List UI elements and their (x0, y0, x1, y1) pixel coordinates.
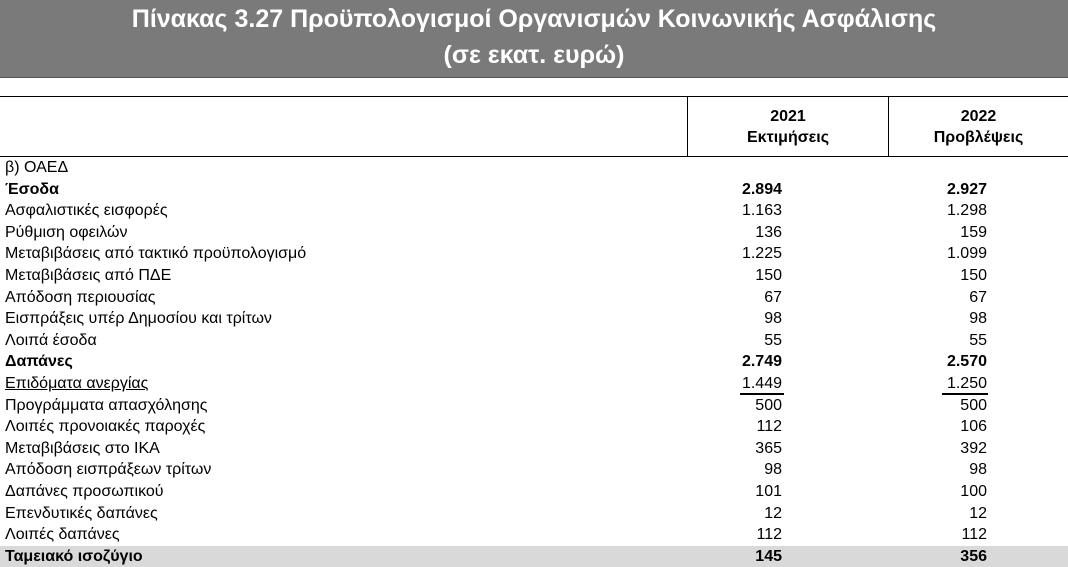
row-label: Λοιπά έσοδα (5, 331, 97, 349)
section-row (0, 157, 1068, 179)
value-2022: 12 (969, 504, 987, 522)
row-label: Απόδοση εισπράξεων τρίτων (5, 461, 212, 479)
value-2021: 145 (755, 547, 782, 565)
value-2022: 1.099 (946, 245, 987, 263)
table-row (0, 351, 1068, 373)
value-2021: 365 (755, 439, 782, 457)
value-2021: 55 (764, 331, 782, 349)
table-row (0, 524, 1068, 546)
table-body (0, 157, 1068, 567)
table-row (0, 308, 1068, 330)
table-row (0, 438, 1068, 460)
table-row (0, 416, 1068, 438)
table-subtitle-units: (σε εκατ. ευρώ) (443, 41, 625, 69)
table-row (0, 373, 1068, 395)
row-label: Λοιπές δαπάνες (5, 526, 120, 544)
value-2022: 356 (960, 547, 987, 565)
value-2022: 500 (960, 396, 987, 414)
section-label: β) ΟΑΕΔ (5, 159, 69, 176)
row-label: Εισπράξεις υπέρ Δημοσίου και τρίτων (5, 310, 272, 328)
row-label: Έσοδα (5, 180, 59, 198)
row-label: Ασφαλιστικές εισφορές (5, 202, 168, 220)
row-label: Μεταβιβάσεις από τακτικό προϋπολογισμό (5, 245, 307, 263)
column-label: Εκτιμήσεις (746, 129, 830, 146)
title-banner (0, 0, 1068, 78)
value-2021: 1.449 (741, 374, 782, 392)
value-2021: 136 (755, 223, 782, 241)
value-2022: 2.570 (946, 353, 987, 371)
row-label: Μεταβιβάσεις από ΠΔΕ (5, 266, 172, 284)
table-row (0, 330, 1068, 352)
value-2021: 67 (764, 288, 782, 306)
column-label: Προβλέψεις (933, 129, 1024, 146)
value-2022: 150 (960, 266, 987, 284)
row-label: Λοιπές προνοιακές παροχές (5, 418, 206, 436)
table-row (0, 395, 1068, 417)
column-header-2022 (889, 106, 1068, 148)
row-label: Μεταβιβάσεις στο ΙΚΑ (5, 439, 160, 457)
table-row (0, 481, 1068, 503)
table-row (0, 243, 1068, 265)
table-title: Πίνακας 3.27 Προϋπολογισμοί Οργανισμών Κοινωνικής Ασφάλισης (131, 5, 937, 33)
value-2021: 500 (755, 396, 782, 414)
value-2021: 101 (755, 482, 782, 500)
value-2022: 67 (969, 288, 987, 306)
row-label: Ταμειακό ισοζύγιο (5, 547, 143, 565)
column-year: 2021 (770, 108, 806, 125)
value-2021: 12 (764, 504, 782, 522)
value-2021: 98 (764, 461, 782, 479)
table-row (0, 546, 1068, 567)
value-2021: 112 (756, 526, 782, 544)
table-row (0, 222, 1068, 244)
value-2022: 392 (960, 439, 987, 457)
value-2022: 98 (969, 310, 987, 328)
table-row (0, 287, 1068, 309)
value-2022: 100 (960, 482, 987, 500)
column-header-2021 (688, 106, 888, 148)
value-2022: 55 (969, 331, 987, 349)
value-2021: 2.894 (741, 180, 782, 198)
budget-table (0, 96, 1068, 565)
value-2021: 112 (756, 418, 782, 436)
row-label: Απόδοση περιουσίας (5, 288, 156, 306)
value-2022: 1.298 (946, 202, 987, 220)
value-2022: 112 (961, 526, 987, 544)
value-2021: 1.225 (741, 245, 782, 263)
row-label: Ρύθμιση οφειλών (5, 223, 128, 241)
table-row (0, 459, 1068, 481)
value-2022: 159 (960, 223, 987, 241)
table-row (0, 503, 1068, 525)
column-year: 2022 (960, 108, 997, 125)
value-2022: 1.250 (946, 374, 987, 392)
value-2021: 150 (755, 266, 782, 284)
table-row (0, 265, 1068, 287)
value-2022: 2.927 (946, 180, 987, 198)
value-2022: 98 (969, 461, 987, 479)
row-label: Επενδυτικές δαπάνες (5, 504, 158, 522)
table-row (0, 179, 1068, 201)
value-2021: 98 (764, 310, 782, 328)
value-2021: 2.749 (741, 353, 782, 371)
table-row (0, 200, 1068, 222)
row-label: Προγράμματα απασχόλησης (5, 396, 208, 414)
value-2022: 106 (960, 418, 987, 436)
value-2021: 1.163 (741, 202, 782, 220)
row-label: Επιδόματα ανεργίας (5, 374, 149, 392)
table-top-rule (0, 96, 1068, 97)
row-label: Δαπάνες προσωπικού (5, 482, 164, 500)
row-label: Δαπάνες (5, 353, 73, 371)
